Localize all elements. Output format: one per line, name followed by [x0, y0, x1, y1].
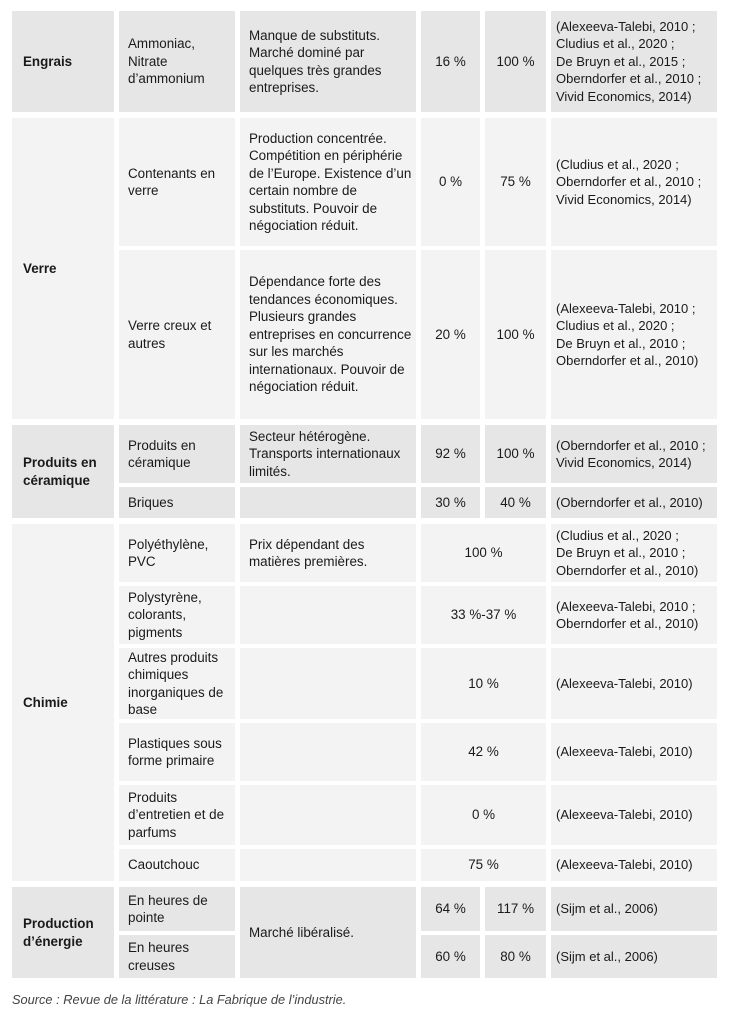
references-cell: (Cludius et al., 2020 ; De Bruyn et al., 2010 ; Oberndorfer et al., 2010) [551, 524, 717, 582]
references-cell: (Alexeeva-Talebi, 2010) [551, 723, 717, 781]
description-cell: Prix dépendant des matières premières. [240, 524, 416, 582]
references-cell: (Alexeeva-Talebi, 2010 ; Oberndorfer et al., 2010) [551, 586, 717, 644]
references-cell: (Oberndorfer et al., 2010) [551, 487, 717, 518]
section-engrais: Engrais [12, 11, 114, 112]
description-cell: Manque de substituts. Marché dominé par quelques très grandes entreprises. [240, 11, 416, 112]
subsector-verre-creux: Verre creux et autres [119, 250, 235, 419]
subsector-produits-ceramique: Produits en céramique [119, 425, 235, 483]
percent-cell: 100 % [485, 250, 546, 419]
subsector-polyethylene: Polyéthylène, PVC [119, 524, 235, 582]
section-ceramique: Produits en céramique [12, 425, 114, 518]
subsector-heures-creuses: En heures creuses [119, 935, 235, 978]
source-note: Source : Revue de la littérature : La Fabrique de l’industrie. [12, 992, 347, 1007]
percent-cell: 0 % [421, 785, 546, 845]
percent-cell: 100 % [485, 425, 546, 483]
percent-cell: 10 % [421, 648, 546, 719]
percent-cell: 80 % [485, 935, 546, 978]
references-cell: (Alexeeva-Talebi, 2010) [551, 849, 717, 881]
references-cell: (Alexeeva-Talebi, 2010 ; Cludius et al., 2020 ; De Bruyn et al., 2015 ; Oberndorfer et al., 2010 ; Vivid Economics, 2014) [551, 11, 717, 112]
percent-cell: 16 % [421, 11, 480, 112]
percent-cell: 0 % [421, 118, 480, 246]
subsector-heures-pointe: En heures de pointe [119, 887, 235, 931]
subsector-polystyrene: Polystyrène, colorants, pigments [119, 586, 235, 644]
description-cell: Dépendance forte des tendances économiques. Plusieurs grandes entreprises en concurrence sur les marchés internationaux. Pouvoir de négociation réduit. [240, 250, 416, 419]
percent-cell: 33 %-37 % [421, 586, 546, 644]
percent-cell: 92 % [421, 425, 480, 483]
description-cell-empty [240, 586, 416, 644]
section-chimie: Chimie [12, 524, 114, 881]
section-energie: Production d’énergie [12, 887, 114, 978]
subsector-caoutchouc: Caoutchouc [119, 849, 235, 881]
description-cell-empty [240, 648, 416, 719]
percent-cell: 100 % [421, 524, 546, 582]
subsector-plastiques: Plastiques sous forme primaire [119, 723, 235, 781]
description-cell-empty [240, 723, 416, 781]
percent-cell: 20 % [421, 250, 480, 419]
references-cell: (Alexeeva-Talebi, 2010) [551, 648, 717, 719]
references-cell: (Alexeeva-Talebi, 2010 ; Cludius et al., 2020 ; De Bruyn et al., 2010 ; Oberndorfer et al., 2010) [551, 250, 717, 419]
subsector-briques: Briques [119, 487, 235, 518]
references-cell: (Alexeeva-Talebi, 2010) [551, 785, 717, 845]
percent-cell: 117 % [485, 887, 546, 931]
description-cell-empty [240, 487, 416, 518]
percent-cell: 30 % [421, 487, 480, 518]
description-cell: Marché libéralisé. [240, 887, 416, 978]
subsector-autres-chimiques: Autres produits chimiques inorganiques de base [119, 648, 235, 719]
percent-cell: 40 % [485, 487, 546, 518]
description-cell-empty [240, 849, 416, 881]
percent-cell: 75 % [421, 849, 546, 881]
references-cell: (Sijm et al., 2006) [551, 887, 717, 931]
description-cell: Secteur hétérogène. Transports internationaux limités. [240, 425, 416, 483]
references-cell: (Cludius et al., 2020 ; Oberndorfer et al., 2010 ; Vivid Economics, 2014) [551, 118, 717, 246]
percent-cell: 64 % [421, 887, 480, 931]
percent-cell: 42 % [421, 723, 546, 781]
section-verre: Verre [12, 118, 114, 419]
percent-cell: 100 % [485, 11, 546, 112]
references-cell: (Oberndorfer et al., 2010 ; Vivid Economics, 2014) [551, 425, 717, 483]
subsector-entretien: Produits d’entretien et de parfums [119, 785, 235, 845]
description-cell: Production concentrée. Compétition en périphérie de l’Europe. Existence d’un certain nombre de substituts. Pouvoir de négociation réduit. [240, 118, 416, 246]
description-cell-empty [240, 785, 416, 845]
percent-cell: 75 % [485, 118, 546, 246]
subsector-contenants: Contenants en verre [119, 118, 235, 246]
references-cell: (Sijm et al., 2006) [551, 935, 717, 978]
percent-cell: 60 % [421, 935, 480, 978]
subsector-ammoniac: Ammoniac, Nitrate d’ammonium [119, 11, 235, 112]
